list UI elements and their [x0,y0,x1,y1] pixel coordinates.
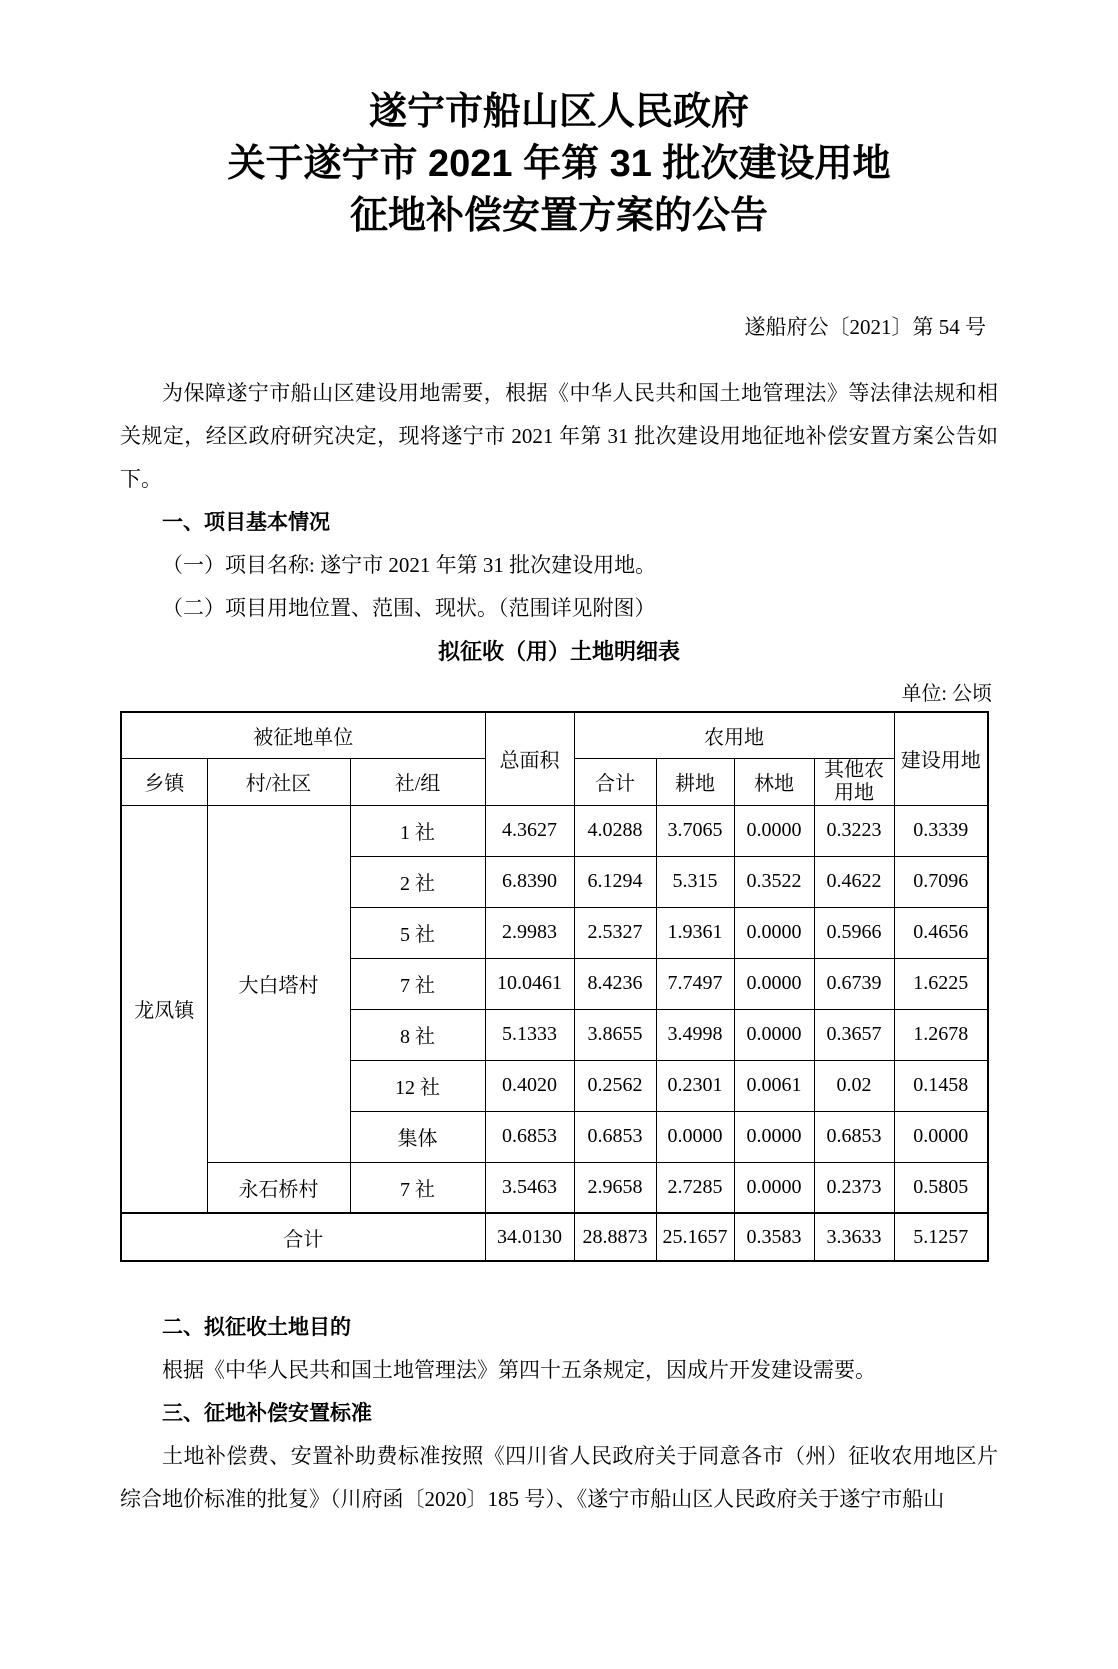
cell-cultivated: 2.7285 [656,1162,734,1213]
cell-team: 1 社 [350,805,485,856]
document-content [0,86,1118,1521]
header-forest: 林地 [734,758,814,805]
cell-cultivated: 0.0000 [656,1111,734,1162]
cell-total: 3.5463 [485,1162,574,1213]
title-line-2: 关于遂宁市 2021 年第 31 批次建设用地 [227,143,891,185]
cell-township: 龙凤镇 [121,805,207,1213]
header-farmland-group: 农用地 [574,712,894,758]
cell-other: 0.3657 [814,1009,894,1060]
cell-other: 0.3223 [814,805,894,856]
cell-construction: 0.4656 [894,907,988,958]
cell-forest: 0.0000 [734,958,814,1009]
cell-total: 2.9983 [485,907,574,958]
cell-cultivated: 7.7497 [656,958,734,1009]
cell-forest: 0.0000 [734,907,814,958]
cell-total: 34.0130 [485,1213,574,1261]
cell-total: 4.3627 [485,805,574,856]
header-farm-subtotal: 合计 [574,758,656,805]
section1-item-location: （二）项目用地位置、范围、现状。（范围详见附图） [162,596,656,620]
table-total-row [121,1213,988,1261]
cell-forest: 0.0000 [734,1111,814,1162]
header-other-farmland: 其他农用地 [814,758,894,805]
cell-team: 12 社 [350,1060,485,1111]
cell-village: 大白塔村 [207,805,350,1162]
cell-forest: 0.3583 [734,1213,814,1261]
document-page [0,86,1118,1669]
land-table-unit-note: 单位: 公顷 [901,683,992,705]
cell-other: 0.2373 [814,1162,894,1213]
land-detail-table [120,711,989,1262]
section1-heading: 一、项目基本情况 [162,511,330,534]
cell-construction: 0.0000 [894,1111,988,1162]
header-expropriated-unit: 被征地单位 [121,712,485,758]
cell-team: 5 社 [350,907,485,958]
header-village: 村/社区 [207,758,350,805]
cell-forest: 0.0000 [734,1009,814,1060]
cell-construction: 0.3339 [894,805,988,856]
cell-farm-subtotal: 0.6853 [574,1111,656,1162]
cell-total: 0.6853 [485,1111,574,1162]
cell-cultivated: 0.2301 [656,1060,734,1111]
cell-total: 10.0461 [485,958,574,1009]
cell-team: 7 社 [350,958,485,1009]
cell-construction: 0.5805 [894,1162,988,1213]
cell-cultivated: 3.7065 [656,805,734,856]
cell-village: 永石桥村 [207,1162,350,1213]
cell-farm-subtotal: 2.5327 [574,907,656,958]
table-header-row-1 [121,712,988,758]
cell-construction: 1.2678 [894,1009,988,1060]
header-township: 乡镇 [121,758,207,805]
cell-construction: 0.1458 [894,1060,988,1111]
cell-total-label: 合计 [121,1213,485,1261]
header-team: 社/组 [350,758,485,805]
intro-paragraph: 为保障遂宁市船山区建设用地需要，根据《中华人民共和国土地管理法》等法律法规和相关规定，经区政府研究决定，现将遂宁市 2021 年第 31 批次建设用地征地补偿安置方案公告如下。 [120,381,998,491]
cell-cultivated: 5.315 [656,856,734,907]
cell-cultivated: 25.1657 [656,1213,734,1261]
land-table-title: 拟征收（用）土地明细表 [437,639,680,664]
title-line-1: 遂宁市船山区人民政府 [368,91,749,133]
cell-forest: 0.3522 [734,856,814,907]
section3-body: 土地补偿费、安置补助费标准按照《四川省人民政府关于同意各市（州）征收农用地区片综合地价标准的批复》（川府函〔2020〕185 号）、《遂宁市船山区人民政府关于遂宁市船山 [120,1444,998,1511]
cell-team: 集体 [350,1111,485,1162]
cell-farm-subtotal: 8.4236 [574,958,656,1009]
cell-forest: 0.0000 [734,805,814,856]
cell-farm-subtotal: 0.2562 [574,1060,656,1111]
cell-farm-subtotal: 3.8655 [574,1009,656,1060]
cell-cultivated: 1.9361 [656,907,734,958]
table-row [121,1162,988,1213]
section2-heading: 二、拟征收土地目的 [162,1316,351,1339]
document-number: 遂船府公〔2021〕第 54 号 [744,315,986,339]
cell-construction: 0.7096 [894,856,988,907]
cell-farm-subtotal: 4.0288 [574,805,656,856]
table-row [121,805,988,856]
cell-team: 8 社 [350,1009,485,1060]
header-construction-land: 建设用地 [894,712,988,805]
cell-construction: 5.1257 [894,1213,988,1261]
cell-other: 0.5966 [814,907,894,958]
title-line-3: 征地补偿安置方案的公告 [349,195,768,237]
cell-total: 0.4020 [485,1060,574,1111]
cell-farm-subtotal: 6.1294 [574,856,656,907]
cell-farm-subtotal: 28.8873 [574,1213,656,1261]
cell-forest: 0.0061 [734,1060,814,1111]
cell-other: 0.6739 [814,958,894,1009]
cell-cultivated: 3.4998 [656,1009,734,1060]
cell-other-farm: 0.0000 [734,1162,814,1213]
cell-total: 6.8390 [485,856,574,907]
cell-farm-subtotal: 2.9658 [574,1162,656,1213]
cell-team: 2 社 [350,856,485,907]
cell-other: 3.3633 [814,1213,894,1261]
cell-other: 0.4622 [814,856,894,907]
cell-construction: 1.6225 [894,958,988,1009]
cell-other: 0.02 [814,1060,894,1111]
section1-item-project-name: （一）项目名称: 遂宁市 2021 年第 31 批次建设用地。 [162,553,657,577]
document-title [120,86,998,242]
header-cultivated: 耕地 [656,758,734,805]
cell-team: 7 社 [350,1162,485,1213]
section2-body: 根据《中华人民共和国土地管理法》第四十五条规定，因成片开发建设需要。 [162,1358,876,1382]
cell-total: 5.1333 [485,1009,574,1060]
section3-heading: 三、征地补偿安置标准 [162,1402,372,1425]
header-total-area: 总面积 [485,712,574,805]
cell-other: 0.6853 [814,1111,894,1162]
